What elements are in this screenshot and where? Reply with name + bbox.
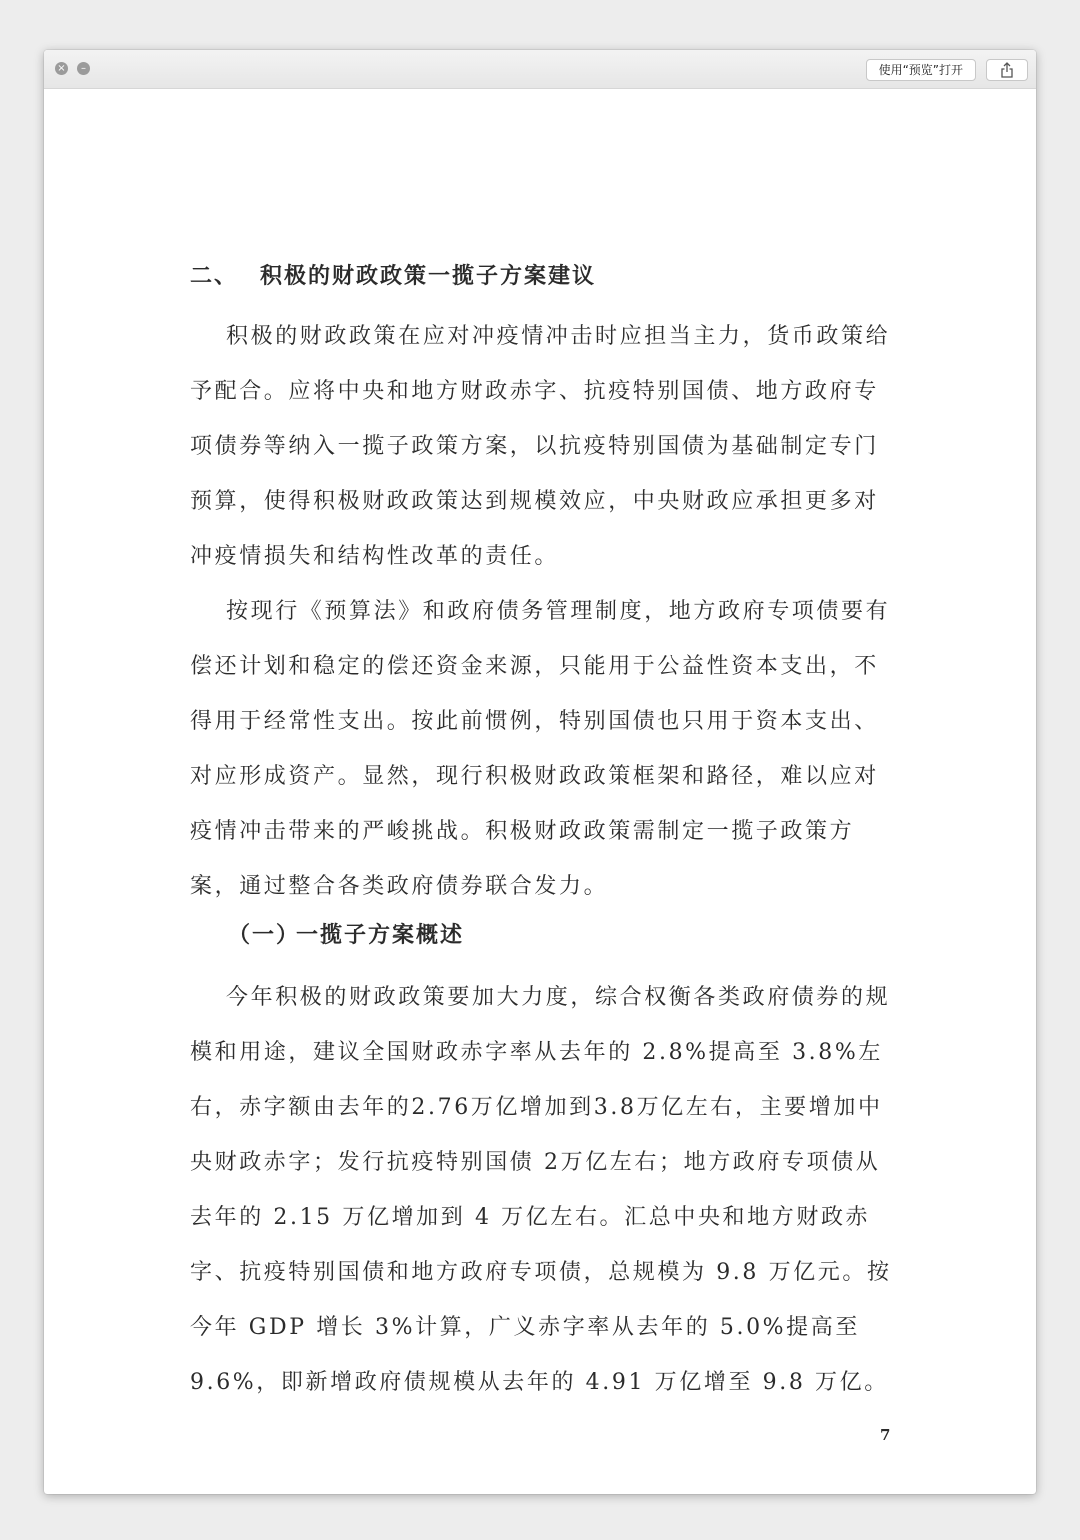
section-title: 积极的财政政策一揽子方案建议 [260, 263, 597, 289]
paragraph-3: 今年积极的财政政策要加大力度，综合权衡各类政府债券的规模和用途，建议全国财政赤字率从去年的 2.8%提高至 3.8%左右，赤字额由去年的2.76万亿增加到3.8万亿左右，主要增加中央财政赤字；发行抗疫特别国债 2万亿左右；地方政府专项债从去年的 2.15 万亿增加到 4 万亿左右。汇总中央和地方财政赤字、抗疫特别国债和地方政府专项债，总规模为 9.8 万亿元。按今年 GDP 增长 3%计算，广义赤字率从去年的 5.0%提高至 9.6%，即新增政府债规模从去年的 4.91 万亿增至 9.8 万亿。 [190, 985, 892, 1395]
fullscreen-icon[interactable]: – [77, 62, 90, 75]
section-heading [190, 259, 596, 290]
close-icon[interactable]: × [55, 62, 68, 75]
subsection-heading [228, 918, 464, 949]
preview-window [44, 50, 1036, 1494]
subsection-title: 一揽子方案概述 [296, 922, 465, 948]
page-number: 7 [880, 1426, 891, 1444]
share-button[interactable] [986, 59, 1028, 81]
section-number: 二、 [190, 263, 239, 289]
paragraph-2: 按现行《预算法》和政府债务管理制度，地方政府专项债要有偿还计划和稳定的偿还资金来源，只能用于公益性资本支出，不得用于经常性支出。按此前惯例，特别国债也只用于资本支出、对应形成资产。显然，现行积极财政政策框架和路径，难以应对疫情冲击带来的严峻挑战。积极财政政策需制定一揽子政策方案，通过整合各类政府债券联合发力。 [190, 599, 891, 899]
quicklook-toolbar [44, 50, 1036, 89]
open-with-preview-button[interactable]: 使用“预览”打开 [866, 59, 976, 81]
subsection-number: （一） [228, 922, 301, 948]
paragraph-1: 积极的财政政策在应对冲疫情冲击时应担当主力，货币政策给予配合。应将中央和地方财政赤字、抗疫特别国债、地方政府专项债券等纳入一揽子政策方案，以抗疫特别国债为基础制定专门预算，使得积极财政政策达到规模效应，中央财政应承担更多对冲疫情损失和结构性改革的责任。 [190, 324, 891, 569]
share-icon [1000, 62, 1014, 78]
document-page [44, 89, 1036, 1494]
